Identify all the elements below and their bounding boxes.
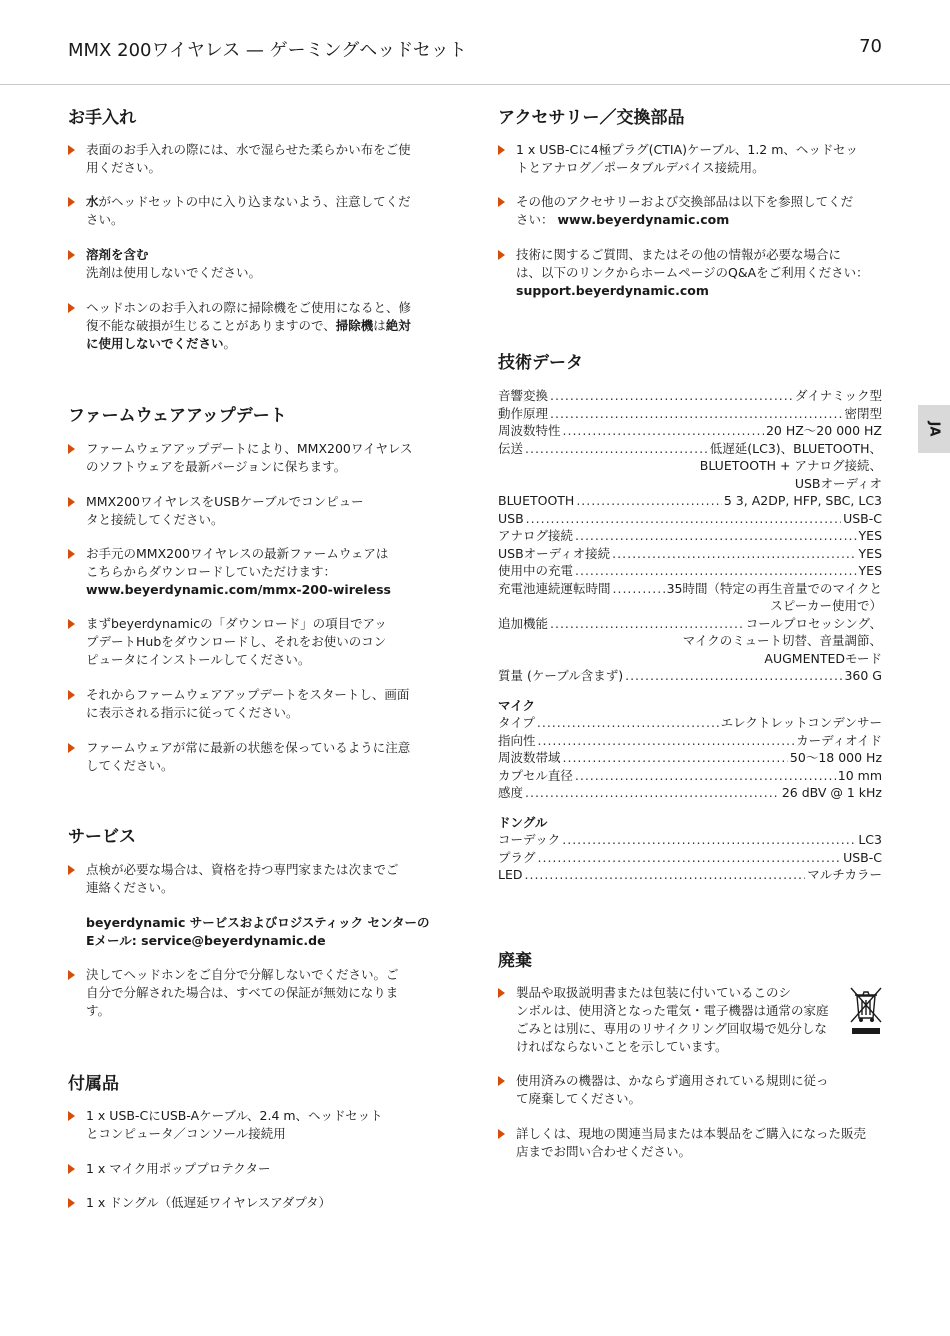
spec-value: 26 dBV @ 1 kHz bbox=[781, 785, 882, 800]
dongle-subheading: ドングル bbox=[498, 814, 548, 830]
spec-key: 感度 bbox=[498, 785, 524, 800]
care-item-4-bold-c: に使用しないでください bbox=[86, 336, 224, 351]
firmware-heading: ファームウェアアップデート bbox=[68, 406, 287, 426]
firmware-item-4 bbox=[68, 615, 466, 669]
spec-key: コーデック bbox=[498, 832, 561, 847]
spec-value-continuation: BLUETOOTH + アナログ接続、 bbox=[699, 458, 882, 473]
care-item-4-text-c: 。 bbox=[223, 336, 237, 351]
firmware-item-1 bbox=[68, 440, 466, 476]
bullet-arrow-icon bbox=[68, 303, 75, 313]
spec-value: 低遅延(LC3)、BLUETOOTH、 bbox=[709, 440, 882, 456]
spec-value: 20 HZ〜20 000 HZ bbox=[765, 423, 882, 438]
spec-row bbox=[498, 831, 882, 849]
spec-key: 周波数帯域 bbox=[498, 750, 561, 765]
disposal-item-3 bbox=[498, 1125, 900, 1161]
spec-value: YES bbox=[858, 563, 882, 578]
spec-value: LC3 bbox=[858, 832, 882, 847]
spec-row bbox=[498, 562, 882, 580]
spec-key: 周波数特性 bbox=[498, 423, 561, 438]
spec-leader-dots bbox=[562, 831, 856, 849]
spec-value: ダイナミック型 bbox=[794, 388, 882, 403]
firmware-item-4-line-3: ピュータにインストールしてください。 bbox=[86, 652, 311, 667]
spec-leader-dots bbox=[525, 866, 806, 884]
firmware-item-3 bbox=[68, 545, 466, 599]
disposal-item-2 bbox=[498, 1072, 900, 1108]
spec-leader-dots bbox=[550, 387, 793, 405]
service-item-1-line-1: 点検が必要な場合は、資格を持つ専門家または次までご bbox=[86, 862, 399, 877]
page-header bbox=[0, 0, 950, 85]
firmware-item-5-line-1: それからファームウェアアップデートをスタートし、画面 bbox=[86, 687, 410, 702]
included-item-1 bbox=[68, 1107, 466, 1143]
spec-row bbox=[498, 510, 882, 528]
spec-row bbox=[498, 849, 882, 867]
spec-value: 50〜18 000 Hz bbox=[789, 750, 882, 765]
spec-key: 音響変換 bbox=[498, 388, 549, 403]
care-item-3-line-2: 洗剤は使用しないでください。 bbox=[86, 265, 262, 280]
care-item-4-bold-b: 絶対 bbox=[385, 318, 411, 333]
spec-leader-dots bbox=[537, 714, 719, 732]
spec-key: LED bbox=[498, 867, 523, 882]
spec-value: カーディオイド bbox=[796, 732, 882, 748]
spec-value-continuation: AUGMENTEDモード bbox=[764, 650, 882, 666]
spec-leader-dots bbox=[538, 732, 795, 750]
spec-leader-dots bbox=[550, 405, 842, 423]
bullet-arrow-icon bbox=[68, 1164, 75, 1174]
spec-row bbox=[498, 492, 882, 510]
spec-leader-dots bbox=[575, 527, 857, 545]
support-link[interactable]: support.beyerdynamic.com bbox=[516, 283, 709, 298]
crossed-out-wheelie-bin-icon bbox=[849, 986, 883, 1036]
spec-row bbox=[498, 767, 882, 785]
bullet-arrow-icon bbox=[68, 250, 75, 260]
bullet-arrow-icon bbox=[68, 865, 75, 875]
bullet-arrow-icon bbox=[68, 549, 75, 559]
disposal-item-2-line-1: 使用済みの機器は、かならず適用されている規則に従っ bbox=[516, 1073, 829, 1088]
firmware-item-2 bbox=[68, 493, 466, 529]
spec-key: 伝送 bbox=[498, 440, 524, 456]
care-item-1 bbox=[68, 141, 466, 177]
spec-value: 10 mm bbox=[837, 767, 882, 783]
accessories-item-2-text: さい： bbox=[516, 212, 554, 227]
disposal-item-3-line-2: 店までお問い合わせください。 bbox=[516, 1144, 692, 1159]
techdata-table bbox=[498, 387, 882, 884]
bullet-arrow-icon bbox=[498, 1129, 505, 1139]
spec-row bbox=[498, 580, 882, 598]
care-item-2-bold: 水 bbox=[86, 194, 99, 209]
bullet-arrow-icon bbox=[68, 743, 75, 753]
firmware-item-3-line-2: こちらからダウンロードしていただけます： bbox=[86, 564, 337, 579]
document-title: MMX 200ワイヤレス — ゲーミングヘッドセット bbox=[68, 40, 467, 61]
spec-leader-dots bbox=[563, 422, 764, 440]
firmware-item-2-line-2: タと接続してください。 bbox=[86, 512, 224, 527]
bullet-arrow-icon bbox=[68, 970, 75, 980]
spec-key: USB bbox=[498, 510, 524, 526]
bullet-arrow-icon bbox=[498, 1076, 505, 1086]
spec-key: BLUETOOTH bbox=[498, 493, 575, 508]
spec-value: YES bbox=[858, 528, 882, 543]
disposal-item-1-line-3: ごみとは別に、専用のリサイクリング回収場で処分しな bbox=[516, 1021, 827, 1036]
firmware-item-5-line-2: に表示される指示に従ってください。 bbox=[86, 705, 299, 720]
spec-leader-dots bbox=[576, 492, 722, 510]
spec-leader-dots bbox=[538, 849, 842, 867]
included-item-3-line-1: 1 x ドングル（低遅延ワイヤレスアダプタ） bbox=[86, 1195, 332, 1210]
accessories-link[interactable]: www.beyerdynamic.com bbox=[557, 212, 730, 227]
service-contact bbox=[68, 914, 466, 950]
included-item-1-line-2: とコンピュータ／コンソール接続用 bbox=[86, 1126, 286, 1141]
spec-row bbox=[498, 749, 882, 767]
spec-row bbox=[498, 784, 882, 802]
bullet-arrow-icon bbox=[68, 690, 75, 700]
spec-leader-dots bbox=[575, 767, 836, 785]
firmware-item-1-line-2: のソフトウェアを最新バージョンに保ちます。 bbox=[86, 459, 347, 474]
service-item-2-line-1: 決してヘッドホンをご自分で分解しないでください。ご bbox=[86, 967, 399, 982]
spec-row bbox=[498, 866, 882, 884]
bullet-arrow-icon bbox=[68, 1198, 75, 1208]
spec-leader-dots bbox=[526, 510, 841, 528]
spec-key: 質量 (ケーブル含まず) bbox=[498, 668, 624, 683]
spec-leader-dots bbox=[525, 440, 708, 458]
bullet-arrow-icon bbox=[498, 250, 505, 260]
spec-value: 360 G bbox=[844, 668, 882, 683]
firmware-download-link[interactable]: www.beyerdynamic.com/mmx-200-wireless bbox=[86, 582, 391, 597]
disposal-heading: 廃棄 bbox=[498, 951, 532, 971]
service-item-2-line-2: 自分で分解された場合は、すべての保証が無効になりま bbox=[86, 985, 399, 1000]
accessories-heading: アクセサリー／交換部品 bbox=[498, 108, 685, 128]
bullet-arrow-icon bbox=[68, 497, 75, 507]
care-item-1-line-1: 表面のお手入れの際には、水で湿らせた柔らかい布をご使 bbox=[86, 142, 411, 157]
accessories-item-1-line-2: トとアナログ／ポータブルデバイス接続用。 bbox=[516, 160, 765, 175]
accessories-item-3-line-2: は、以下のリンクからホームページのQ&Aをご利用ください： bbox=[516, 265, 869, 280]
care-item-4-text-a: 復不能な破損が生じることがありますので、 bbox=[86, 318, 336, 333]
disposal-item-1-line-2: ンボルは、使用済となった電気・電子機器は通常の家庭 bbox=[516, 1003, 829, 1018]
mic-subheading: マイク bbox=[498, 697, 536, 713]
care-item-4 bbox=[68, 299, 466, 353]
spec-value: USB-C bbox=[843, 510, 882, 526]
spec-key: USBオーディオ接続 bbox=[498, 545, 611, 561]
spec-leader-dots bbox=[613, 580, 665, 598]
spec-value: 35時間（特定の再生音量でのマイクと bbox=[666, 580, 882, 596]
bullet-arrow-icon bbox=[68, 444, 75, 454]
care-item-4-text-b: は bbox=[373, 318, 386, 333]
spec-key: カプセル直径 bbox=[498, 767, 573, 783]
bullet-arrow-icon bbox=[498, 988, 505, 998]
spec-value: YES bbox=[858, 545, 882, 561]
firmware-item-6 bbox=[68, 739, 466, 775]
accessories-item-2 bbox=[498, 193, 900, 229]
included-item-3 bbox=[68, 1194, 466, 1212]
disposal-item-1-line-1: 製品や取扱説明書または包装に付いているこのシ bbox=[516, 985, 792, 1000]
spec-leader-dots bbox=[625, 667, 842, 685]
firmware-item-5 bbox=[68, 686, 466, 722]
spec-key: 充電池連続運転時間 bbox=[498, 580, 611, 596]
accessories-item-3-line-1: 技術に関するご質問、またはその他の情報が必要な場合に bbox=[516, 247, 842, 262]
spec-key: プラグ bbox=[498, 849, 536, 865]
care-item-1-line-2: 用ください。 bbox=[86, 160, 162, 175]
spec-key: タイプ bbox=[498, 715, 535, 730]
spec-value: エレクトレットコンデンサー bbox=[720, 715, 882, 730]
spec-leader-dots bbox=[575, 562, 857, 580]
service-heading: サービス bbox=[68, 827, 136, 847]
language-tab bbox=[918, 405, 950, 453]
spec-key: 使用中の充電 bbox=[498, 563, 574, 578]
care-item-4-line-1: ヘッドホンのお手入れの際に掃除機をご使用になると、修 bbox=[86, 300, 412, 315]
firmware-item-6-line-1: ファームウェアが常に最新の状態を保っているように注意 bbox=[86, 740, 411, 755]
service-contact-email[interactable]: Eメール: service@beyerdynamic.de bbox=[86, 933, 326, 948]
spec-row bbox=[498, 714, 882, 732]
care-item-2-line-2: さい。 bbox=[86, 212, 124, 227]
included-heading: 付属品 bbox=[68, 1074, 119, 1094]
spec-value-continuation: USBオーディオ bbox=[794, 475, 882, 491]
included-item-2-line-1: 1 x マイク用ポッププロテクター bbox=[86, 1161, 271, 1176]
spec-leader-dots bbox=[563, 749, 788, 767]
techdata-heading: 技術データ bbox=[498, 353, 583, 373]
disposal-item-1-line-4: ければならないことを示しています。 bbox=[516, 1039, 728, 1054]
care-item-3-bold: 溶剤を含む bbox=[86, 247, 149, 262]
spec-row bbox=[498, 387, 882, 405]
bullet-arrow-icon bbox=[498, 145, 505, 155]
firmware-item-3-line-1: お手元のMMX200ワイヤレスの最新ファームウェアは bbox=[86, 546, 389, 561]
firmware-item-4-line-1: まずbeyerdynamicの「ダウンロード」の項目でアッ bbox=[86, 616, 387, 631]
disposal-item-2-line-2: て廃棄してください。 bbox=[516, 1091, 642, 1106]
bullet-arrow-icon bbox=[68, 145, 75, 155]
included-item-1-line-1: 1 x USB-CにUSB-Aケーブル、2.4 m、ヘッドセット bbox=[86, 1108, 383, 1123]
care-item-2-text: がヘッドセットの中に入り込まないよう、注意してくだ bbox=[98, 194, 411, 209]
spec-row bbox=[498, 527, 882, 545]
disposal-item-1 bbox=[498, 984, 861, 1056]
disposal-item-3-line-1: 詳しくは、現地の関連当局または本製品をご購入になった販売 bbox=[516, 1126, 867, 1141]
bullet-arrow-icon bbox=[68, 197, 75, 207]
care-heading: お手入れ bbox=[68, 108, 136, 128]
service-item-2-line-3: す。 bbox=[86, 1003, 111, 1018]
page-number: 70 bbox=[859, 36, 882, 57]
spec-row bbox=[498, 615, 882, 633]
included-item-2 bbox=[68, 1160, 466, 1178]
spec-key: アナログ接続 bbox=[498, 528, 574, 543]
firmware-item-4-line-2: プデートHubをダウンロードし、それをお使いのコン bbox=[86, 634, 387, 649]
accessories-item-1-line-1: 1 x USB-Cに4極プラグ(CTIA)ケーブル、1.2 m、ヘッドセッ bbox=[516, 142, 859, 157]
service-item-2 bbox=[68, 966, 466, 1020]
spec-row bbox=[498, 667, 882, 685]
care-item-2 bbox=[68, 193, 466, 229]
spec-value: 5 3, A2DP, HFP, SBC, LC3 bbox=[723, 493, 882, 508]
accessories-item-2-line-1: その他のアクセサリーおよび交換部品は以下を参照してくだ bbox=[516, 194, 854, 209]
spec-value-continuation: マイクのミュート切替、音量調節、 bbox=[682, 633, 882, 648]
firmware-item-6-line-2: してください。 bbox=[86, 758, 174, 773]
spec-leader-dots bbox=[612, 545, 856, 563]
spec-leader-dots bbox=[525, 784, 780, 802]
care-item-3 bbox=[68, 246, 466, 282]
care-item-4-bold-a: 掃除機 bbox=[335, 318, 374, 333]
spec-key: 追加機能 bbox=[498, 615, 549, 631]
firmware-item-1-line-1: ファームウェアアップデートにより、MMX200ワイヤレス bbox=[86, 441, 413, 456]
service-item-1 bbox=[68, 861, 466, 897]
spec-key: 動作原理 bbox=[498, 405, 549, 421]
spec-row bbox=[498, 405, 882, 423]
spec-value: 密閉型 bbox=[844, 405, 882, 421]
spec-row bbox=[498, 732, 882, 750]
bullet-arrow-icon bbox=[68, 619, 75, 629]
spec-key: 指向性 bbox=[498, 732, 536, 748]
language-tab-label: JA bbox=[926, 421, 942, 437]
spec-value-continuation: スピーカー使用で） bbox=[770, 598, 882, 613]
spec-leader-dots bbox=[550, 615, 744, 633]
service-item-1-line-2: 連絡ください。 bbox=[86, 880, 174, 895]
bullet-arrow-icon bbox=[68, 1111, 75, 1121]
bullet-arrow-icon bbox=[498, 197, 505, 207]
accessories-item-3 bbox=[498, 246, 900, 300]
spec-row bbox=[498, 545, 882, 563]
spec-value: マルチカラー bbox=[807, 867, 882, 882]
spec-row bbox=[498, 422, 882, 440]
spec-value: USB-C bbox=[843, 849, 882, 865]
accessories-item-1 bbox=[498, 141, 900, 177]
spec-value: コールプロセッシング、 bbox=[745, 615, 882, 631]
spec-row bbox=[498, 440, 882, 458]
service-contact-line-1: beyerdynamic サービスおよびロジスティック センターの bbox=[86, 915, 430, 930]
firmware-item-2-line-1: MMX200ワイヤレスをUSBケーブルでコンピュー bbox=[86, 494, 364, 509]
